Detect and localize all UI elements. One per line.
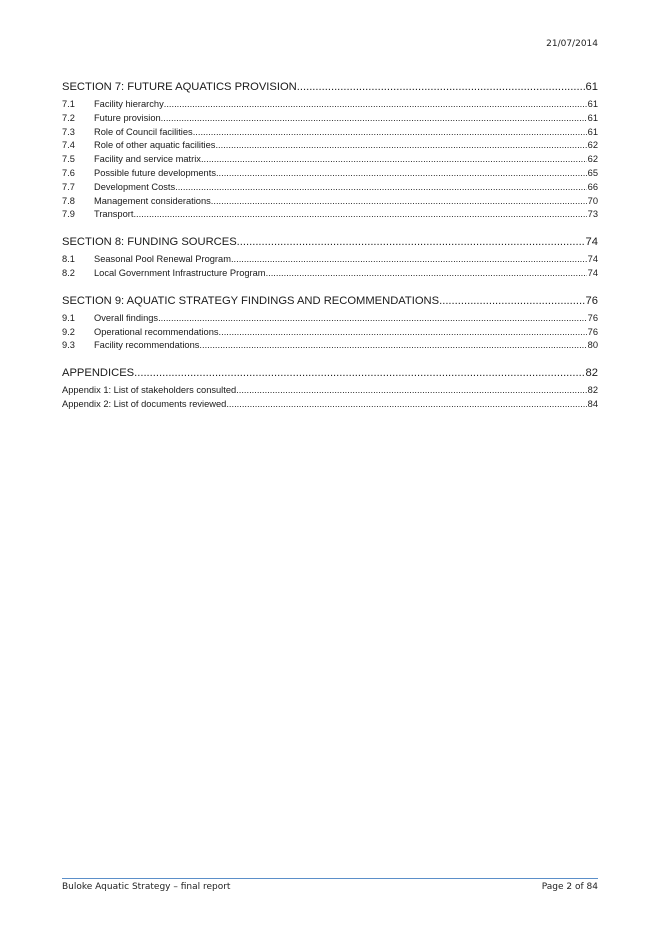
entry-label: Seasonal Pool Renewal Program: [94, 254, 231, 265]
toc-entry[interactable]: [62, 326, 598, 340]
dot-leader: [134, 364, 584, 382]
dot-leader: [226, 398, 586, 412]
entry-page-number: 80: [587, 340, 598, 351]
dot-leader: [164, 98, 587, 112]
header-date: 21/07/2014: [546, 39, 598, 49]
dot-leader: [211, 195, 587, 209]
toc-entry[interactable]: [62, 153, 598, 167]
toc-section: [62, 233, 598, 281]
section-page-number: 61: [585, 81, 598, 93]
toc-entry[interactable]: [62, 167, 598, 181]
entry-label: Development Costs: [94, 181, 176, 192]
toc-section-heading[interactable]: [62, 78, 598, 96]
section-page-number: 82: [585, 367, 598, 380]
entry-page-number: 73: [587, 209, 598, 220]
entry-page-number: 62: [587, 154, 598, 165]
entry-page-number: 76: [587, 326, 598, 337]
section-page-number: 76: [585, 294, 598, 307]
entry-label: Transport: [94, 209, 134, 220]
section-page-number: 74: [585, 236, 598, 249]
entry-label: Local Government Infrastructure Program: [94, 267, 266, 278]
entry-number: 7.6: [62, 167, 75, 178]
toc-entry[interactable]: [62, 181, 598, 195]
dot-leader: [297, 78, 585, 96]
toc-section: [62, 364, 598, 412]
entry-page-number: 84: [587, 398, 598, 409]
entry-number: 9.2: [62, 326, 75, 337]
entry-label: Role of other aquatic facilities: [94, 140, 216, 151]
dot-leader: [193, 126, 587, 140]
entry-number: 7.5: [62, 154, 75, 165]
entry-label: Operational recommendations: [94, 326, 219, 337]
toc-entry[interactable]: [62, 312, 598, 326]
dot-leader: [199, 339, 586, 353]
dot-leader: [175, 181, 587, 195]
entry-number: 9.1: [62, 312, 75, 323]
dot-leader: [158, 312, 587, 326]
entry-label: Appendix 2: List of documents reviewed: [62, 398, 227, 409]
dot-leader: [219, 326, 587, 340]
toc-entry[interactable]: [62, 112, 598, 126]
toc-section-heading[interactable]: [62, 233, 598, 251]
toc-entry[interactable]: [62, 253, 598, 267]
footer-page-number: Page 2 of 84: [541, 882, 598, 892]
entry-number: 7.4: [62, 140, 75, 151]
dot-leader: [215, 139, 586, 153]
entry-page-number: 74: [587, 267, 598, 278]
entry-page-number: 61: [587, 112, 598, 123]
dot-leader: [231, 253, 587, 267]
entry-number: 7.2: [62, 112, 75, 123]
entry-label: Facility recommendations: [94, 340, 200, 351]
toc-entry[interactable]: [62, 126, 598, 140]
entry-number: 7.7: [62, 181, 75, 192]
section-title: SECTION 7: FUTURE AQUATICS PROVISION: [62, 81, 297, 93]
entry-label: Management considerations: [94, 195, 211, 206]
entry-page-number: 74: [587, 254, 598, 265]
entry-page-number: 76: [587, 312, 598, 323]
entry-number: 7.8: [62, 195, 75, 206]
entry-label: Future provision: [94, 112, 161, 123]
entry-page-number: 65: [587, 167, 598, 178]
toc-entry[interactable]: [62, 139, 598, 153]
entry-label: Facility hierarchy: [94, 99, 164, 109]
entry-page-number: 70: [587, 195, 598, 206]
toc-entry[interactable]: [62, 267, 598, 281]
entry-label: Role of Council facilities: [94, 126, 193, 137]
entry-page-number: 61: [587, 126, 598, 137]
toc-entry[interactable]: [62, 195, 598, 209]
entry-number: 8.1: [62, 254, 75, 265]
entry-page-number: 82: [587, 385, 598, 396]
dot-leader: [236, 384, 586, 398]
section-title: SECTION 8: FUNDING SOURCES: [62, 236, 237, 249]
dot-leader: [266, 267, 587, 281]
entry-label: Appendix 1: List of stakeholders consulted: [62, 385, 237, 396]
dot-leader: [216, 167, 587, 181]
dot-leader: [439, 292, 584, 310]
entry-label: Overall findings: [94, 312, 159, 323]
table-of-contents: [62, 78, 598, 423]
section-title: SECTION 9: AQUATIC STRATEGY FINDINGS AND RECOMMENDATIONS: [62, 294, 440, 307]
entry-number: 7.1: [62, 99, 75, 109]
toc-entry[interactable]: [62, 384, 598, 398]
entry-label: Possible future developments: [94, 167, 216, 178]
entry-page-number: 62: [587, 140, 598, 151]
toc-section: [62, 292, 598, 353]
toc-entry[interactable]: [62, 398, 598, 412]
toc-section: [62, 78, 598, 222]
dot-leader: [161, 112, 587, 126]
toc-entry[interactable]: [62, 339, 598, 353]
footer-rule: [62, 878, 598, 879]
entry-number: 7.3: [62, 126, 75, 137]
toc-section-heading[interactable]: [62, 364, 598, 382]
entry-page-number: 61: [587, 99, 598, 109]
entry-page-number: 66: [587, 181, 598, 192]
entry-number: 7.9: [62, 209, 75, 220]
entry-number: 8.2: [62, 267, 75, 278]
dot-leader: [133, 208, 586, 222]
entry-number: 9.3: [62, 340, 75, 351]
dot-leader: [237, 233, 585, 251]
section-title: APPENDICES: [62, 367, 135, 380]
toc-section-heading[interactable]: [62, 292, 598, 310]
entry-label: Facility and service matrix: [94, 154, 201, 165]
toc-entry[interactable]: [62, 98, 598, 112]
footer-title: Buloke Aquatic Strategy – final report: [62, 882, 231, 892]
toc-entry[interactable]: [62, 208, 598, 222]
dot-leader: [201, 153, 587, 167]
